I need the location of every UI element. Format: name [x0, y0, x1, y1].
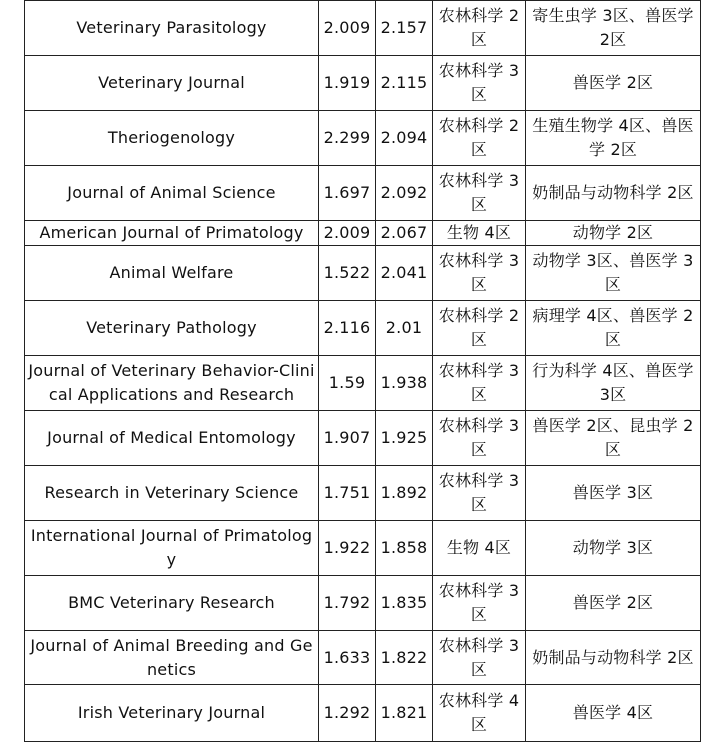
- impact-factor-a-cell: 2.009: [319, 221, 376, 246]
- impact-factor-a-cell: 1.59: [319, 356, 376, 411]
- table-row: [25, 221, 701, 246]
- table-row: [25, 411, 701, 466]
- impact-factor-a-cell: 1.919: [319, 56, 376, 111]
- major-zone-cell: 农林科学 4区: [433, 685, 526, 742]
- journal-name-cell: Veterinary Pathology: [25, 301, 319, 356]
- impact-factor-a-cell: 1.922: [319, 521, 376, 576]
- impact-factor-b-cell: 2.094: [376, 111, 433, 166]
- major-zone-cell: 农林科学 2区: [433, 111, 526, 166]
- journal-name-cell: BMC Veterinary Research: [25, 576, 319, 631]
- subject-zone-cell: 兽医学 2区: [526, 56, 701, 111]
- table-row: [25, 466, 701, 521]
- major-zone-cell: 农林科学 3区: [433, 56, 526, 111]
- table-row: [25, 111, 701, 166]
- impact-factor-b-cell: 2.157: [376, 1, 433, 56]
- journal-name-cell: Theriogenology: [25, 111, 319, 166]
- subject-zone-cell: 兽医学 3区: [526, 466, 701, 521]
- table-row: [25, 166, 701, 221]
- table-row: [25, 521, 701, 576]
- impact-factor-a-cell: 1.522: [319, 246, 376, 301]
- journal-name-cell: Journal of Medical Entomology: [25, 411, 319, 466]
- impact-factor-b-cell: 2.092: [376, 166, 433, 221]
- impact-factor-b-cell: 1.925: [376, 411, 433, 466]
- major-zone-cell: 农林科学 2区: [433, 1, 526, 56]
- journal-name-cell: Veterinary Journal: [25, 56, 319, 111]
- major-zone-cell: 生物 4区: [433, 521, 526, 576]
- impact-factor-b-cell: 1.858: [376, 521, 433, 576]
- impact-factor-b-cell: 2.115: [376, 56, 433, 111]
- table-row: [25, 56, 701, 111]
- major-zone-cell: 农林科学 3区: [433, 631, 526, 685]
- impact-factor-b-cell: 1.892: [376, 466, 433, 521]
- major-zone-cell: 农林科学 2区: [433, 301, 526, 356]
- journal-name-cell: American Journal of Primatology: [25, 221, 319, 246]
- major-zone-cell: 生物 4区: [433, 221, 526, 246]
- impact-factor-b-cell: 1.822: [376, 631, 433, 685]
- impact-factor-b-cell: 2.041: [376, 246, 433, 301]
- subject-zone-cell: 兽医学 4区: [526, 685, 701, 742]
- impact-factor-a-cell: 2.116: [319, 301, 376, 356]
- journal-name-cell: Journal of Animal Breeding and Genetics: [25, 631, 319, 685]
- journal-name-cell: International Journal of Primatology: [25, 521, 319, 576]
- impact-factor-b-cell: 2.01: [376, 301, 433, 356]
- major-zone-cell: 农林科学 3区: [433, 576, 526, 631]
- impact-factor-a-cell: 1.907: [319, 411, 376, 466]
- subject-zone-cell: 行为科学 4区、兽医学 3区: [526, 356, 701, 411]
- impact-factor-a-cell: 1.697: [319, 166, 376, 221]
- table-row: [25, 576, 701, 631]
- journal-name-cell: Veterinary Parasitology: [25, 1, 319, 56]
- subject-zone-cell: 生殖生物学 4区、兽医学 2区: [526, 111, 701, 166]
- impact-factor-a-cell: 1.633: [319, 631, 376, 685]
- impact-factor-b-cell: 2.067: [376, 221, 433, 246]
- table-row: [25, 356, 701, 411]
- journal-name-cell: Animal Welfare: [25, 246, 319, 301]
- subject-zone-cell: 奶制品与动物科学 2区: [526, 631, 701, 685]
- major-zone-cell: 农林科学 3区: [433, 166, 526, 221]
- impact-factor-b-cell: 1.821: [376, 685, 433, 742]
- table-row: [25, 685, 701, 742]
- subject-zone-cell: 兽医学 2区、昆虫学 2区: [526, 411, 701, 466]
- major-zone-cell: 农林科学 3区: [433, 411, 526, 466]
- subject-zone-cell: 寄生虫学 3区、兽医学 2区: [526, 1, 701, 56]
- major-zone-cell: 农林科学 3区: [433, 466, 526, 521]
- journal-name-cell: Journal of Veterinary Behavior-Clinical Applications and Research: [25, 356, 319, 411]
- subject-zone-cell: 病理学 4区、兽医学 2区: [526, 301, 701, 356]
- major-zone-cell: 农林科学 3区: [433, 356, 526, 411]
- subject-zone-cell: 奶制品与动物科学 2区: [526, 166, 701, 221]
- impact-factor-a-cell: 1.292: [319, 685, 376, 742]
- subject-zone-cell: 动物学 2区: [526, 221, 701, 246]
- table-row: [25, 246, 701, 301]
- impact-factor-b-cell: 1.938: [376, 356, 433, 411]
- impact-factor-b-cell: 1.835: [376, 576, 433, 631]
- journal-name-cell: Journal of Animal Science: [25, 166, 319, 221]
- table-row: [25, 1, 701, 56]
- major-zone-cell: 农林科学 3区: [433, 246, 526, 301]
- table-row: [25, 301, 701, 356]
- table-row: [25, 631, 701, 685]
- journal-name-cell: Research in Veterinary Science: [25, 466, 319, 521]
- impact-factor-a-cell: 2.009: [319, 1, 376, 56]
- subject-zone-cell: 动物学 3区、兽医学 3区: [526, 246, 701, 301]
- subject-zone-cell: 动物学 3区: [526, 521, 701, 576]
- journal-name-cell: Irish Veterinary Journal: [25, 685, 319, 742]
- impact-factor-a-cell: 1.792: [319, 576, 376, 631]
- journals-table: [24, 0, 701, 742]
- impact-factor-a-cell: 1.751: [319, 466, 376, 521]
- impact-factor-a-cell: 2.299: [319, 111, 376, 166]
- subject-zone-cell: 兽医学 2区: [526, 576, 701, 631]
